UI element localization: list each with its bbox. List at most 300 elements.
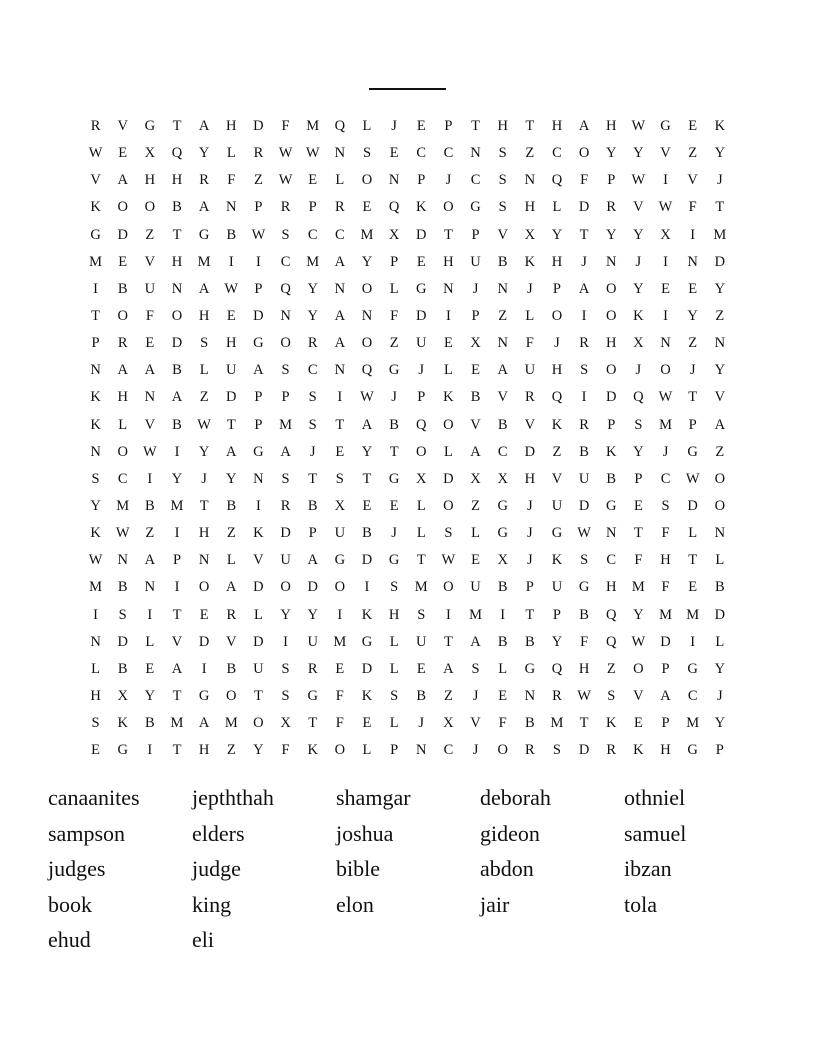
grid-letter[interactable]: G — [144, 118, 156, 134]
grid-letter[interactable]: N — [334, 280, 346, 297]
grid-letter[interactable]: S — [281, 362, 290, 379]
grid-letter[interactable]: N — [361, 307, 373, 324]
grid-letter[interactable]: S — [552, 742, 561, 759]
grid-letter[interactable]: J — [689, 362, 696, 379]
grid-letter[interactable]: D — [416, 307, 427, 324]
grid-letter[interactable]: P — [607, 172, 616, 189]
grid-letter[interactable]: K — [416, 199, 427, 216]
grid-letter[interactable]: E — [335, 660, 345, 677]
grid-letter[interactable]: T — [199, 497, 209, 514]
grid-letter[interactable]: Z — [715, 307, 725, 324]
grid-letter[interactable]: O — [606, 362, 617, 379]
grid-letter[interactable]: R — [280, 199, 291, 216]
grid-letter[interactable]: H — [443, 253, 454, 270]
grid-letter[interactable]: T — [471, 118, 480, 134]
grid-letter[interactable]: O — [416, 443, 427, 460]
grid-letter[interactable]: V — [253, 552, 264, 569]
grid-letter[interactable]: H — [144, 172, 156, 189]
grid-letter[interactable]: A — [198, 280, 210, 297]
grid-letter[interactable]: W — [577, 687, 591, 704]
grid-letter[interactable]: J — [472, 280, 479, 297]
grid-letter[interactable]: H — [551, 118, 563, 134]
grid-letter[interactable]: H — [171, 172, 183, 189]
grid-letter[interactable]: E — [226, 307, 236, 324]
grid-letter[interactable]: J — [309, 443, 316, 460]
grid-letter[interactable]: N — [497, 335, 508, 352]
grid-letter[interactable]: E — [416, 253, 426, 270]
grid-letter[interactable]: Y — [714, 145, 726, 162]
grid-letter[interactable]: Y — [226, 470, 237, 487]
grid-letter[interactable]: E — [145, 660, 155, 677]
grid-letter[interactable]: L — [443, 362, 453, 379]
grid-letter[interactable]: Z — [389, 335, 399, 352]
grid-letter[interactable]: G — [578, 579, 590, 596]
grid-letter[interactable]: V — [470, 416, 481, 433]
grid-letter[interactable]: H — [660, 552, 671, 569]
grid-letter[interactable]: J — [391, 389, 397, 406]
grid-letter[interactable]: Y — [714, 715, 726, 732]
grid-letter[interactable]: D — [253, 633, 264, 650]
grid-letter[interactable]: S — [118, 606, 127, 623]
grid-letter[interactable]: Y — [307, 280, 318, 297]
grid-letter[interactable]: O — [253, 715, 264, 732]
grid-letter[interactable]: G — [470, 199, 481, 216]
grid-letter[interactable]: F — [335, 687, 344, 704]
grid-letter[interactable]: M — [306, 253, 320, 270]
grid-letter[interactable]: Q — [280, 280, 291, 297]
grid-letter[interactable]: V — [633, 199, 644, 216]
grid-letter[interactable]: G — [307, 687, 318, 704]
grid-letter[interactable]: X — [497, 470, 508, 487]
grid-letter[interactable]: D — [307, 579, 318, 596]
grid-letter[interactable]: V — [633, 687, 644, 704]
grid-letter[interactable]: E — [471, 552, 480, 569]
grid-letter[interactable]: A — [198, 715, 210, 732]
grid-letter[interactable]: G — [687, 742, 698, 759]
grid-letter[interactable]: L — [443, 443, 453, 460]
grid-letter[interactable]: B — [172, 362, 182, 379]
grid-letter[interactable]: X — [660, 226, 671, 243]
grid-letter[interactable]: U — [280, 552, 291, 569]
grid-letter[interactable]: P — [634, 470, 643, 487]
grid-letter[interactable]: T — [172, 118, 182, 134]
grid-letter[interactable]: R — [579, 416, 589, 433]
grid-letter[interactable]: L — [362, 742, 372, 759]
grid-letter[interactable]: M — [89, 579, 103, 596]
grid-letter[interactable]: F — [580, 633, 589, 650]
grid-letter[interactable]: O — [280, 335, 291, 352]
grid-letter[interactable]: R — [307, 660, 318, 677]
grid-letter[interactable]: C — [470, 172, 481, 189]
grid-letter[interactable]: H — [171, 253, 183, 270]
grid-letter[interactable]: M — [279, 416, 292, 433]
grid-letter[interactable]: O — [443, 579, 454, 596]
grid-letter[interactable]: Y — [280, 606, 291, 623]
grid-letter[interactable]: E — [688, 280, 698, 297]
grid-letter[interactable]: E — [362, 715, 372, 732]
grid-letter[interactable]: V — [551, 470, 563, 487]
grid-letter[interactable]: Y — [551, 226, 563, 243]
grid-letter[interactable]: V — [687, 172, 698, 189]
grid-letter[interactable]: Z — [443, 687, 453, 704]
grid-letter[interactable]: O — [171, 307, 183, 324]
grid-letter[interactable]: Y — [633, 606, 644, 623]
grid-letter[interactable]: Q — [633, 389, 644, 406]
grid-letter[interactable]: S — [390, 687, 399, 704]
grid-letter[interactable]: D — [253, 307, 264, 324]
grid-letter[interactable]: S — [308, 416, 317, 433]
grid-letter[interactable]: T — [579, 226, 589, 243]
grid-letter[interactable]: C — [552, 145, 562, 162]
grid-letter[interactable]: J — [391, 118, 397, 134]
grid-letter[interactable]: L — [335, 172, 345, 189]
grid-letter[interactable]: A — [144, 552, 156, 569]
grid-letter[interactable]: M — [89, 253, 103, 270]
grid-letter[interactable]: L — [118, 416, 128, 433]
grid-letter[interactable]: K — [551, 552, 563, 569]
grid-letter[interactable]: E — [362, 199, 372, 216]
grid-letter[interactable]: W — [88, 145, 103, 162]
grid-letter[interactable]: C — [443, 742, 454, 759]
grid-letter[interactable]: H — [551, 253, 563, 270]
grid-letter[interactable]: E — [389, 145, 399, 162]
grid-letter[interactable]: D — [578, 497, 590, 514]
grid-letter[interactable]: B — [117, 280, 128, 297]
grid-letter[interactable]: B — [172, 199, 182, 216]
grid-letter[interactable]: I — [690, 633, 696, 650]
grid-letter[interactable]: G — [361, 633, 373, 650]
grid-letter[interactable]: X — [633, 335, 644, 352]
grid-letter[interactable]: V — [90, 172, 101, 189]
grid-letter[interactable]: D — [714, 606, 726, 623]
grid-letter[interactable]: O — [443, 199, 454, 216]
grid-letter[interactable]: Y — [687, 307, 698, 324]
grid-letter[interactable]: R — [335, 199, 345, 216]
grid-letter[interactable]: J — [635, 362, 642, 379]
grid-letter[interactable]: L — [715, 633, 725, 650]
grid-letter[interactable]: T — [308, 470, 318, 487]
grid-letter[interactable]: N — [524, 172, 536, 189]
grid-letter[interactable]: Y — [633, 145, 644, 162]
grid-letter[interactable]: M — [170, 715, 184, 732]
grid-letter[interactable]: Z — [145, 525, 155, 542]
grid-letter[interactable]: J — [201, 470, 207, 487]
grid-letter[interactable]: E — [633, 715, 643, 732]
grid-letter[interactable]: V — [470, 715, 481, 732]
grid-letter[interactable]: E — [471, 362, 480, 379]
grid-letter[interactable]: B — [117, 660, 128, 677]
grid-letter[interactable]: K — [307, 742, 318, 759]
grid-letter[interactable]: Z — [199, 389, 209, 406]
grid-letter[interactable]: D — [361, 552, 373, 569]
grid-letter[interactable]: W — [658, 389, 673, 406]
grid-letter[interactable]: A — [470, 633, 481, 650]
grid-letter[interactable]: G — [660, 118, 671, 134]
grid-letter[interactable]: Y — [253, 742, 264, 759]
grid-letter[interactable]: P — [607, 416, 616, 433]
grid-letter[interactable]: S — [417, 606, 426, 623]
grid-letter[interactable]: P — [417, 172, 426, 189]
grid-letter[interactable]: S — [91, 715, 100, 732]
grid-letter[interactable]: W — [685, 470, 700, 487]
grid-letter[interactable]: M — [550, 715, 564, 732]
grid-letter[interactable]: A — [226, 579, 237, 596]
grid-letter[interactable]: I — [337, 606, 343, 623]
grid-letter[interactable]: K — [633, 307, 644, 324]
grid-letter[interactable]: K — [117, 715, 128, 732]
grid-letter[interactable]: G — [90, 226, 101, 243]
grid-letter[interactable]: A — [361, 416, 373, 433]
grid-letter[interactable]: W — [360, 389, 374, 406]
grid-letter[interactable]: T — [715, 199, 725, 216]
grid-letter[interactable]: J — [526, 552, 533, 569]
grid-letter[interactable]: D — [280, 525, 291, 542]
grid-letter[interactable]: C — [117, 470, 128, 487]
grid-letter[interactable]: Z — [145, 226, 155, 243]
grid-letter[interactable]: C — [660, 470, 671, 487]
grid-letter[interactable]: C — [307, 226, 318, 243]
grid-letter[interactable]: P — [91, 335, 100, 352]
grid-letter[interactable]: F — [525, 335, 534, 352]
grid-letter[interactable]: W — [88, 552, 103, 569]
grid-letter[interactable]: E — [416, 660, 426, 677]
grid-letter[interactable]: E — [633, 497, 643, 514]
grid-letter[interactable]: A — [171, 389, 183, 406]
grid-letter[interactable]: S — [580, 552, 589, 569]
grid-letter[interactable]: A — [334, 253, 346, 270]
grid-letter[interactable]: U — [551, 579, 563, 596]
grid-letter[interactable]: N — [606, 253, 617, 270]
grid-letter[interactable]: L — [226, 145, 236, 162]
grid-letter[interactable]: J — [662, 443, 669, 460]
grid-letter[interactable]: A — [470, 443, 481, 460]
grid-letter[interactable]: H — [226, 335, 237, 352]
grid-letter[interactable]: I — [228, 253, 234, 270]
grid-letter[interactable]: Y — [144, 687, 156, 704]
grid-letter[interactable]: Y — [198, 443, 210, 460]
grid-letter[interactable]: G — [253, 443, 264, 460]
grid-letter[interactable]: N — [334, 362, 346, 379]
grid-letter[interactable]: J — [526, 525, 533, 542]
grid-letter[interactable]: S — [281, 470, 290, 487]
grid-letter[interactable]: J — [526, 497, 533, 514]
grid-letter[interactable]: D — [253, 579, 264, 596]
grid-letter[interactable]: N — [334, 145, 346, 162]
grid-letter[interactable]: D — [578, 742, 590, 759]
grid-letter[interactable]: I — [445, 606, 451, 623]
grid-letter[interactable]: A — [443, 660, 454, 677]
grid-letter[interactable]: E — [416, 118, 426, 134]
grid-letter[interactable]: O — [198, 579, 210, 596]
grid-letter[interactable]: B — [145, 715, 155, 732]
grid-letter[interactable]: D — [226, 389, 237, 406]
grid-letter[interactable]: O — [361, 335, 373, 352]
grid-letter[interactable]: Z — [688, 335, 698, 352]
grid-letter[interactable]: D — [253, 118, 264, 134]
grid-letter[interactable]: U — [226, 362, 237, 379]
grid-letter[interactable]: G — [388, 552, 400, 569]
grid-letter[interactable]: A — [334, 335, 346, 352]
grid-letter[interactable]: G — [388, 362, 400, 379]
grid-letter[interactable]: T — [389, 443, 399, 460]
grid-letter[interactable]: B — [145, 497, 155, 514]
grid-letter[interactable]: S — [498, 199, 507, 216]
grid-letter[interactable]: A — [144, 362, 156, 379]
grid-letter[interactable]: H — [578, 660, 590, 677]
grid-letter[interactable]: Z — [226, 742, 236, 759]
grid-letter[interactable]: M — [116, 497, 130, 514]
grid-letter[interactable]: O — [280, 579, 291, 596]
grid-letter[interactable]: K — [253, 525, 264, 542]
grid-letter[interactable]: B — [524, 633, 535, 650]
grid-letter[interactable]: O — [714, 470, 726, 487]
grid-letter[interactable]: Z — [715, 443, 725, 460]
grid-letter[interactable]: T — [525, 606, 535, 623]
grid-letter[interactable]: A — [660, 687, 671, 704]
grid-letter[interactable]: M — [631, 579, 645, 596]
grid-letter[interactable]: S — [200, 335, 209, 352]
grid-letter[interactable]: L — [525, 307, 535, 324]
grid-letter[interactable]: E — [389, 497, 399, 514]
grid-letter[interactable]: X — [280, 715, 291, 732]
grid-letter[interactable]: O — [117, 199, 128, 216]
grid-letter[interactable]: H — [90, 687, 101, 704]
grid-letter[interactable]: I — [174, 443, 180, 460]
grid-letter[interactable]: A — [334, 307, 346, 324]
grid-letter[interactable]: A — [280, 443, 291, 460]
grid-letter[interactable]: L — [389, 633, 399, 650]
grid-letter[interactable]: H — [497, 118, 508, 134]
grid-letter[interactable]: D — [416, 226, 427, 243]
grid-letter[interactable]: M — [197, 253, 211, 270]
grid-letter[interactable]: B — [579, 606, 589, 623]
grid-letter[interactable]: N — [388, 172, 400, 189]
grid-letter[interactable]: P — [254, 416, 263, 433]
grid-letter[interactable]: T — [688, 552, 698, 569]
grid-letter[interactable]: L — [715, 552, 725, 569]
grid-letter[interactable]: U — [416, 335, 427, 352]
grid-letter[interactable]: K — [606, 715, 617, 732]
grid-letter[interactable]: F — [281, 742, 290, 759]
grid-letter[interactable]: M — [686, 606, 700, 623]
grid-letter[interactable]: W — [441, 552, 456, 569]
grid-letter[interactable]: S — [471, 660, 480, 677]
grid-letter[interactable]: J — [418, 715, 425, 732]
grid-letter[interactable]: M — [469, 606, 482, 623]
grid-letter[interactable]: L — [199, 362, 209, 379]
grid-letter[interactable]: Q — [551, 660, 563, 677]
grid-letter[interactable]: Y — [551, 633, 563, 650]
grid-letter[interactable]: T — [633, 525, 643, 542]
grid-letter[interactable]: G — [497, 497, 508, 514]
grid-letter[interactable]: Z — [552, 443, 562, 460]
grid-letter[interactable]: I — [174, 525, 180, 542]
grid-letter[interactable]: O — [497, 742, 508, 759]
grid-letter[interactable]: O — [361, 280, 373, 297]
grid-letter[interactable]: P — [172, 552, 182, 569]
grid-letter[interactable]: H — [660, 742, 671, 759]
grid-letter[interactable]: J — [554, 335, 560, 352]
grid-letter[interactable]: E — [199, 606, 209, 623]
grid-letter[interactable]: Y — [307, 307, 318, 324]
grid-letter[interactable]: N — [90, 633, 101, 650]
grid-letter[interactable]: J — [391, 525, 397, 542]
grid-letter[interactable]: A — [714, 416, 726, 433]
grid-letter[interactable]: N — [226, 199, 237, 216]
grid-letter[interactable]: R — [524, 742, 535, 759]
grid-letter[interactable]: G — [388, 470, 400, 487]
grid-letter[interactable]: M — [360, 226, 374, 243]
grid-letter[interactable]: P — [254, 199, 263, 216]
grid-letter[interactable]: S — [390, 579, 399, 596]
grid-letter[interactable]: M — [713, 226, 727, 243]
grid-letter[interactable]: F — [661, 525, 670, 542]
grid-letter[interactable]: E — [688, 118, 698, 134]
grid-letter[interactable]: T — [443, 633, 453, 650]
grid-letter[interactable]: Z — [525, 145, 535, 162]
grid-letter[interactable]: H — [117, 389, 128, 406]
grid-letter[interactable]: Z — [606, 660, 616, 677]
grid-letter[interactable]: X — [388, 226, 400, 243]
grid-letter[interactable]: O — [117, 307, 128, 324]
grid-letter[interactable]: S — [580, 362, 589, 379]
grid-letter[interactable]: I — [337, 389, 343, 406]
grid-letter[interactable]: Q — [361, 362, 373, 379]
grid-letter[interactable]: T — [443, 226, 453, 243]
grid-letter[interactable]: P — [308, 199, 317, 216]
grid-letter[interactable]: B — [226, 660, 237, 677]
grid-letter[interactable]: N — [171, 280, 183, 297]
grid-letter[interactable]: J — [472, 742, 479, 759]
grid-letter[interactable]: Y — [361, 253, 373, 270]
grid-letter[interactable]: J — [635, 253, 642, 270]
grid-letter[interactable]: W — [143, 443, 157, 460]
grid-letter[interactable]: C — [443, 145, 454, 162]
grid-letter[interactable]: K — [90, 199, 101, 216]
grid-letter[interactable]: R — [253, 145, 264, 162]
grid-letter[interactable]: V — [171, 633, 183, 650]
grid-letter[interactable]: E — [118, 145, 128, 162]
grid-letter[interactable]: Q — [334, 118, 346, 134]
grid-letter[interactable]: F — [227, 172, 236, 189]
grid-letter[interactable]: U — [416, 633, 427, 650]
grid-letter[interactable]: E — [661, 280, 670, 297]
grid-letter[interactable]: B — [226, 497, 237, 514]
grid-letter[interactable]: I — [690, 226, 696, 243]
grid-letter[interactable]: O — [633, 660, 644, 677]
grid-letter[interactable]: N — [90, 443, 101, 460]
grid-letter[interactable]: D — [443, 470, 454, 487]
grid-letter[interactable]: M — [224, 715, 238, 732]
grid-letter[interactable]: T — [362, 470, 372, 487]
grid-letter[interactable]: K — [633, 742, 644, 759]
grid-letter[interactable]: Y — [633, 443, 644, 460]
grid-letter[interactable]: K — [524, 253, 536, 270]
grid-letter[interactable]: L — [389, 660, 399, 677]
grid-letter[interactable]: T — [579, 715, 589, 732]
grid-letter[interactable]: O — [660, 362, 671, 379]
grid-letter[interactable]: O — [551, 307, 563, 324]
grid-letter[interactable]: G — [198, 687, 210, 704]
grid-letter[interactable]: U — [144, 280, 156, 297]
grid-letter[interactable]: D — [606, 389, 617, 406]
grid-letter[interactable]: T — [172, 687, 182, 704]
grid-letter[interactable]: X — [416, 470, 427, 487]
grid-letter[interactable]: H — [606, 335, 617, 352]
grid-letter[interactable]: N — [280, 307, 291, 324]
grid-letter[interactable]: R — [524, 389, 535, 406]
grid-letter[interactable]: C — [687, 687, 698, 704]
